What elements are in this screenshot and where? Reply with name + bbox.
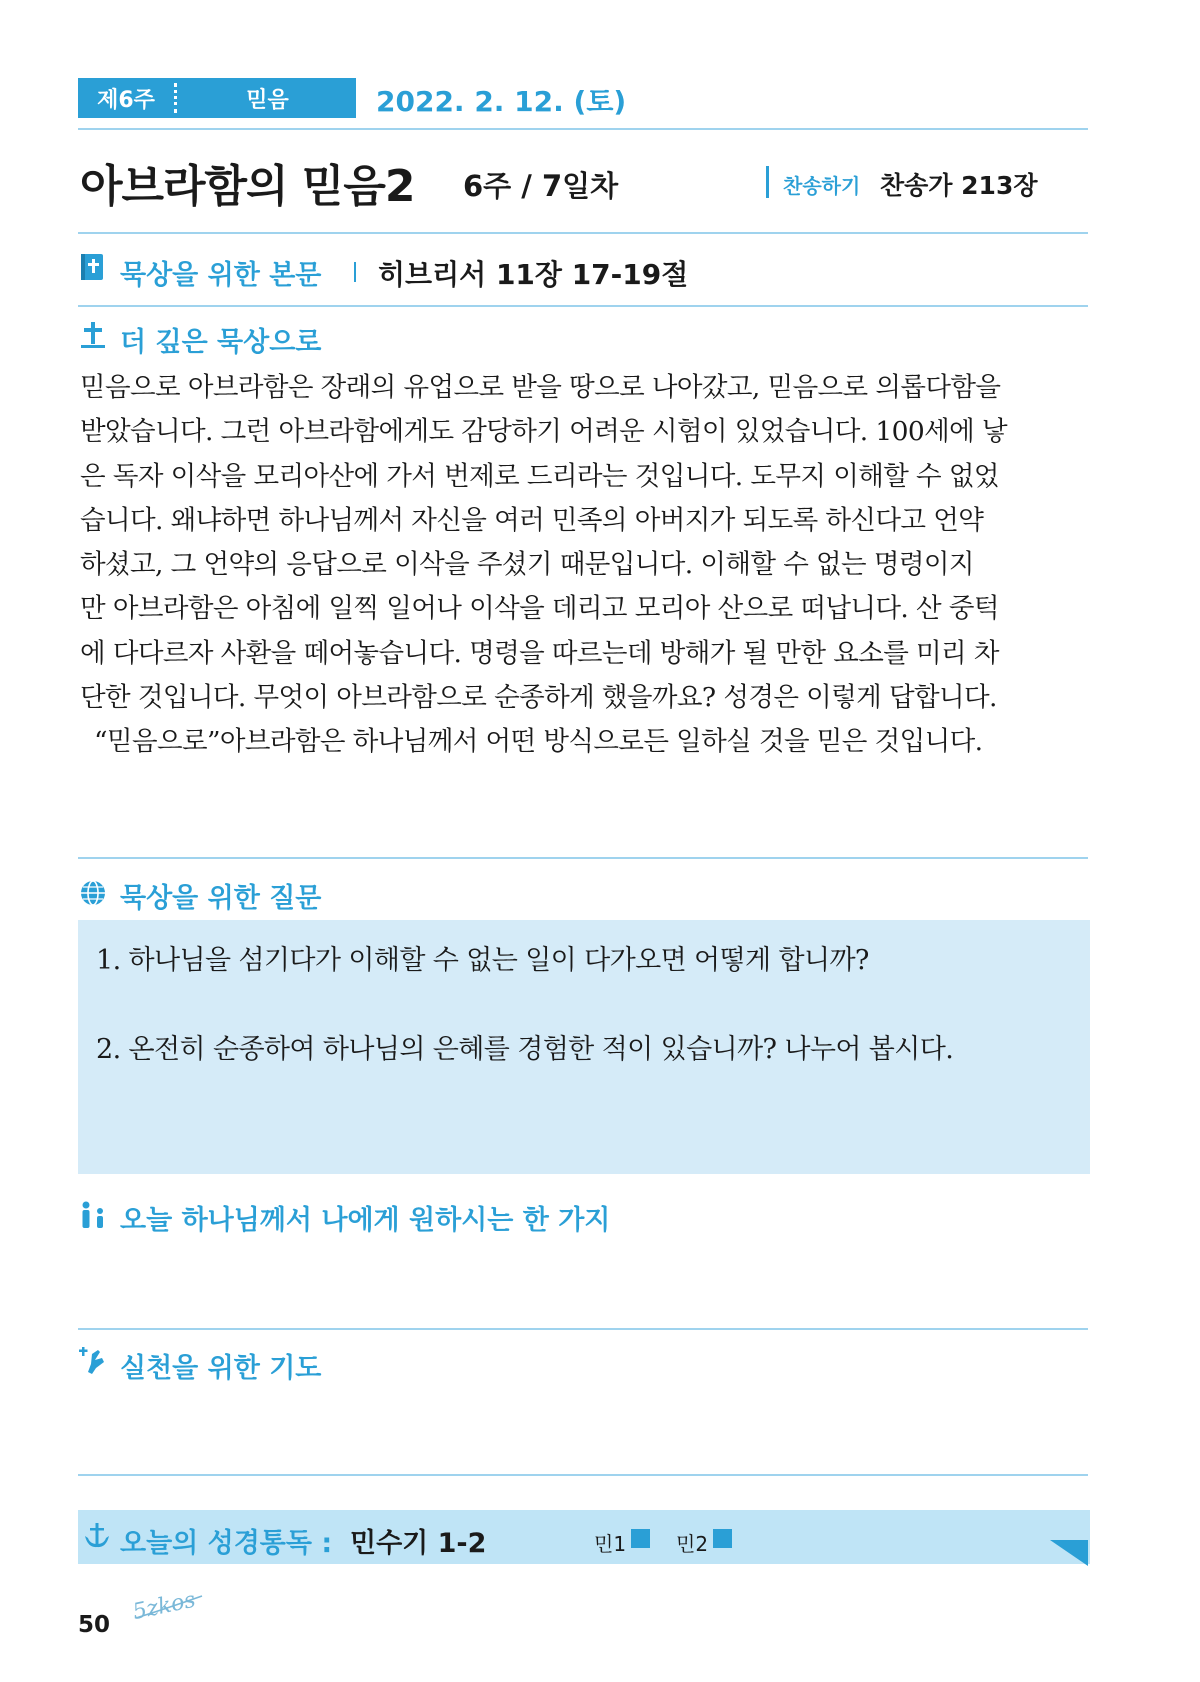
page-number: 50 [78, 1612, 111, 1638]
text-line: 습니다. 왜냐하면 하나님께서 자신을 여러 민족의 아버지가 되도록 하신다고 언약 [80, 504, 984, 536]
divider [78, 232, 1088, 234]
text-line: 에 다다르자 사환을 떼어놓습니다. 명령을 따르는데 방해가 될 만한 요소를 미리 차 [80, 637, 999, 669]
questions-label: 묵상을 위한 질문 [120, 883, 322, 914]
page-title: 아브라함의 믿음2 [80, 161, 415, 212]
reading-checkbox[interactable] [713, 1529, 732, 1548]
passage-label: 묵상을 위한 본문 [120, 260, 322, 291]
text-line: 단한 것입니다. 무엇이 아브라함으로 순종하게 했을까요? 성경은 이렇게 답합니다. [80, 682, 997, 714]
brand-logo [128, 1582, 208, 1626]
divider [78, 857, 1088, 859]
passage-reference: 히브리서 11장 17-19절 [378, 258, 689, 291]
praying-hands-icon [78, 1346, 108, 1376]
hymn-value: 찬송가 213장 [880, 171, 1038, 200]
reading-value: 민수기 1-2 [350, 1528, 487, 1559]
reading-label: 오늘의 성경통독 : [120, 1528, 333, 1559]
bible-icon [78, 252, 108, 282]
page-date: 2022. 2. 12. (토) [376, 85, 627, 118]
anchor-icon [82, 1520, 112, 1550]
divider [78, 128, 1088, 130]
reading-check-label: 민1 [594, 1532, 627, 1556]
people-icon [78, 1200, 108, 1230]
text-line: 믿음으로 아브라함은 장래의 유업으로 받을 땅으로 나아갔고, 믿음으로 의롭다함을 [80, 372, 1001, 403]
reading-checkbox[interactable] [631, 1529, 650, 1548]
meditation-text [80, 366, 1090, 765]
week-tab [78, 78, 356, 118]
prayer-label: 실천을 위한 기도 [120, 1353, 322, 1384]
week-theme: 믿음 [246, 87, 289, 113]
deeper-label: 더 깊은 묵상으로 [120, 327, 322, 358]
globe-icon [78, 878, 108, 908]
text-line: “믿음으로”아브라함은 하나님께서 어떤 방식으로든 일하실 것을 믿은 것입니다. [94, 726, 983, 758]
question-item: 1. 하나님을 섬기다가 이해할 수 없는 일이 다가오면 어떻게 합니까? [96, 945, 869, 976]
question-item: 2. 온전히 순종하여 하나님의 은혜를 경험한 적이 있습니까? 나누어 봅시다. [96, 1034, 954, 1065]
divider [78, 1474, 1088, 1476]
text-line: 만 아브라함은 아침에 일찍 일어나 이삭을 데리고 모리아 산으로 떠납니다. 산 중턱 [80, 593, 999, 625]
divider [78, 305, 1088, 307]
text-line: 받았습니다. 그런 아브라함에게도 감당하기 어려운 시험이 있었습니다. 100세에 낳 [80, 416, 1007, 448]
passage-separator [354, 262, 356, 282]
cross-icon [78, 320, 108, 350]
hymn-label: 찬송하기 [783, 174, 861, 198]
week-label: 제6주 [97, 87, 155, 113]
one-thing-label: 오늘 하나님께서 나에게 원하시는 한 가지 [120, 1205, 611, 1236]
corner-triangle [1050, 1540, 1088, 1566]
day-count: 6주 / 7일차 [463, 169, 619, 203]
text-line: 하셨고, 그 언약의 응답으로 이삭을 주셨기 때문입니다. 이해할 수 없는 명령이지 [80, 549, 974, 581]
text-line: 은 독자 이삭을 모리아산에 가서 번제로 드리라는 것입니다. 도무지 이해할 수 없었 [80, 460, 999, 492]
svg-text:5zkos: 5zkos [130, 1587, 198, 1626]
hymn-divider [766, 166, 769, 198]
divider [78, 1328, 1088, 1330]
reading-check-label: 민2 [676, 1532, 709, 1556]
week-separator [174, 83, 189, 113]
